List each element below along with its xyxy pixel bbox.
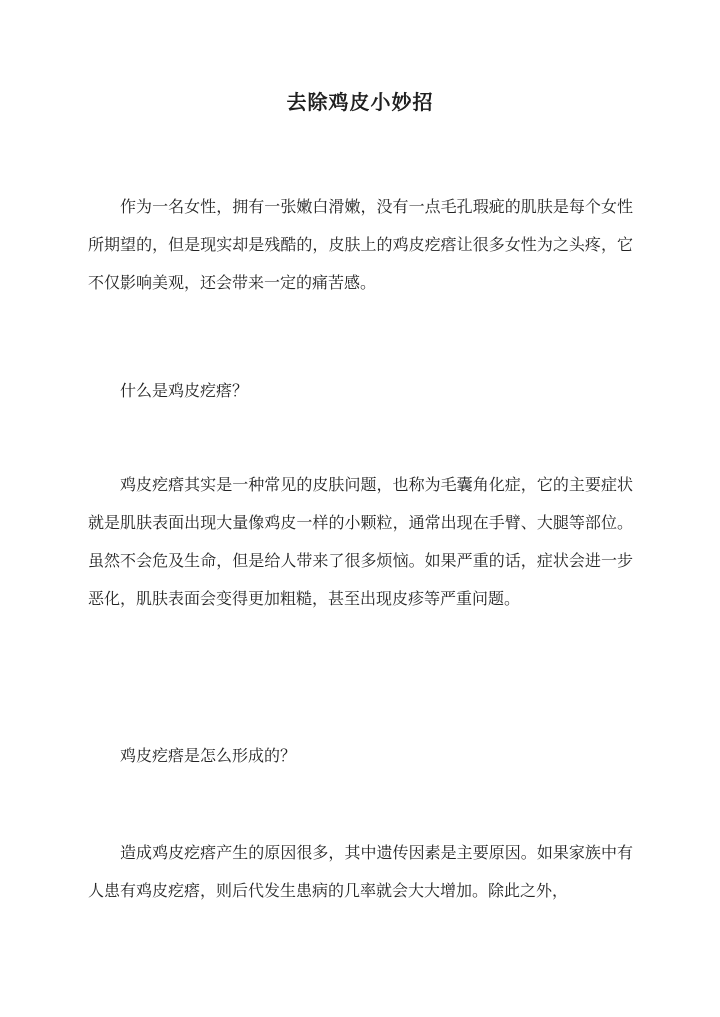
intro-paragraph: 作为一名女性，拥有一张嫩白滑嫩，没有一点毛孔瑕疵的肌肤是每个女性所期望的，但是现实却是残酷的，皮肤上的鸡皮疙瘩让很多女性为之头疼，它不仅影响美观，还会带来一定的痛苦感。 — [88, 197, 633, 292]
causes-paragraph: 造成鸡皮疙瘩产生的原因很多，其中遗传因素是主要原因。如果家族中有人患有鸡皮疙瘩，则后代发生患病的几率就会大大增加。除此之外， — [88, 843, 633, 900]
question-how-formed: 鸡皮疙瘩是怎么形成的？ — [120, 746, 297, 765]
definition-paragraph: 鸡皮疙瘩其实是一种常见的皮肤问题，也称为毛囊角化症，它的主要症状就是肌肤表面出现大量像鸡皮一样的小颗粒，通常出现在手臂、大腿等部位。虽然不会危及生命，但是给人带来了很多烦恼。如果严重的话，症状会进一步恶化，肌肤表面会变得更加粗糙，甚至出现皮疹等严重问题。 — [88, 475, 633, 608]
document-title: 去除鸡皮小妙招 — [286, 90, 434, 114]
question-what-is: 什么是鸡皮疙瘩？ — [120, 381, 249, 400]
